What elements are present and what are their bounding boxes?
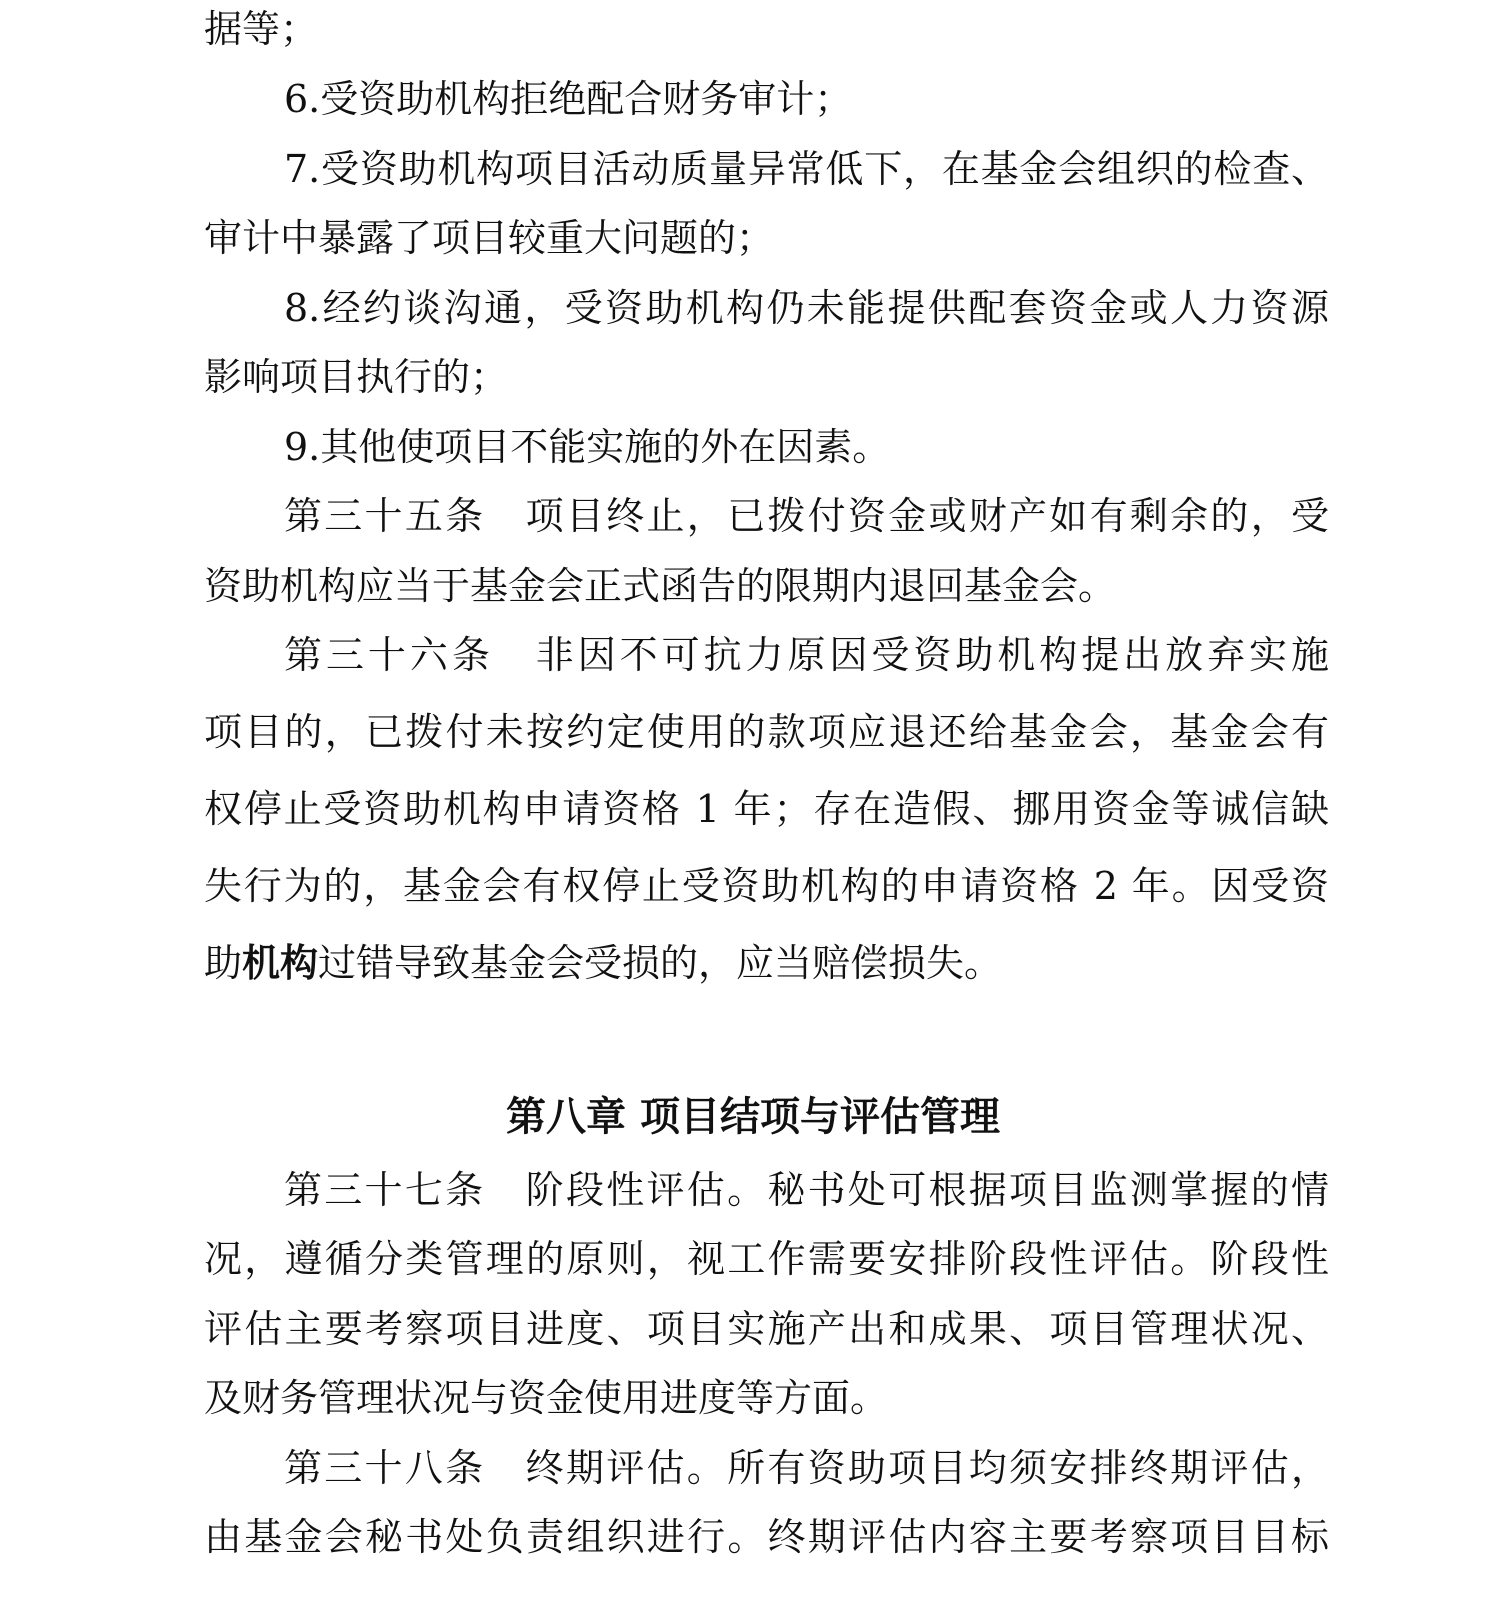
text-line: 由基金会秘书处负责组织进行。终期评估内容主要考察项目目标 bbox=[204, 1515, 1329, 1559]
text-line: 影响项目执行的； bbox=[204, 355, 509, 399]
text-run: 过错导致基金会受损的，应当赔偿损失。 bbox=[318, 941, 1003, 985]
text-line: 评估主要考察项目进度、项目实施产出和成果、项目管理状况、 bbox=[204, 1307, 1329, 1351]
article-36: 第三十六条 非因不可抗力原因受资助机构提出放弃实施 bbox=[284, 633, 1329, 677]
chapter-heading: 第八章 项目结项与评估管理 bbox=[506, 1094, 1000, 1140]
list-item-7: 7.受资助机构项目活动质量异常低下，在基金会组织的检查、 bbox=[284, 147, 1329, 191]
article-38: 第三十八条 终期评估。所有资助项目均须安排终期评估， bbox=[284, 1446, 1329, 1490]
text-line: 况，遵循分类管理的原则，视工作需要安排阶段性评估。阶段性 bbox=[204, 1237, 1329, 1281]
text-line: 资助机构应当于基金会正式函告的限期内退回基金会。 bbox=[204, 564, 1117, 608]
text-run: 助 bbox=[204, 941, 243, 985]
text-line: 权停止受资助机构申请资格 1 年；存在造假、挪用资金等诚信缺 bbox=[204, 787, 1329, 831]
text-line: 项目的，已拨付未按约定使用的款项应退还给基金会，基金会有 bbox=[204, 710, 1329, 754]
article-35: 第三十五条 项目终止，已拨付资金或财产如有剩余的，受 bbox=[284, 494, 1329, 538]
text-line: 及财务管理状况与资金使用进度等方面。 bbox=[204, 1376, 889, 1420]
article-37: 第三十七条 阶段性评估。秘书处可根据项目监测掌握的情 bbox=[284, 1168, 1329, 1212]
text-line: 失行为的，基金会有权停止受资助机构的申请资格 2 年。因受资 bbox=[204, 864, 1329, 908]
text-line: 据等； bbox=[204, 7, 319, 51]
list-item-8: 8.经约谈沟通，受资助机构仍未能提供配套资金或人力资源 bbox=[284, 286, 1329, 330]
text-line bbox=[204, 940, 1329, 986]
list-item-9: 9.其他使项目不能实施的外在因素。 bbox=[284, 425, 891, 469]
list-item-6: 6.受资助机构拒绝配合财务审计； bbox=[284, 77, 853, 121]
text-line: 审计中暴露了项目较重大问题的； bbox=[204, 216, 775, 260]
bold-text-run: 机构 bbox=[242, 941, 319, 985]
